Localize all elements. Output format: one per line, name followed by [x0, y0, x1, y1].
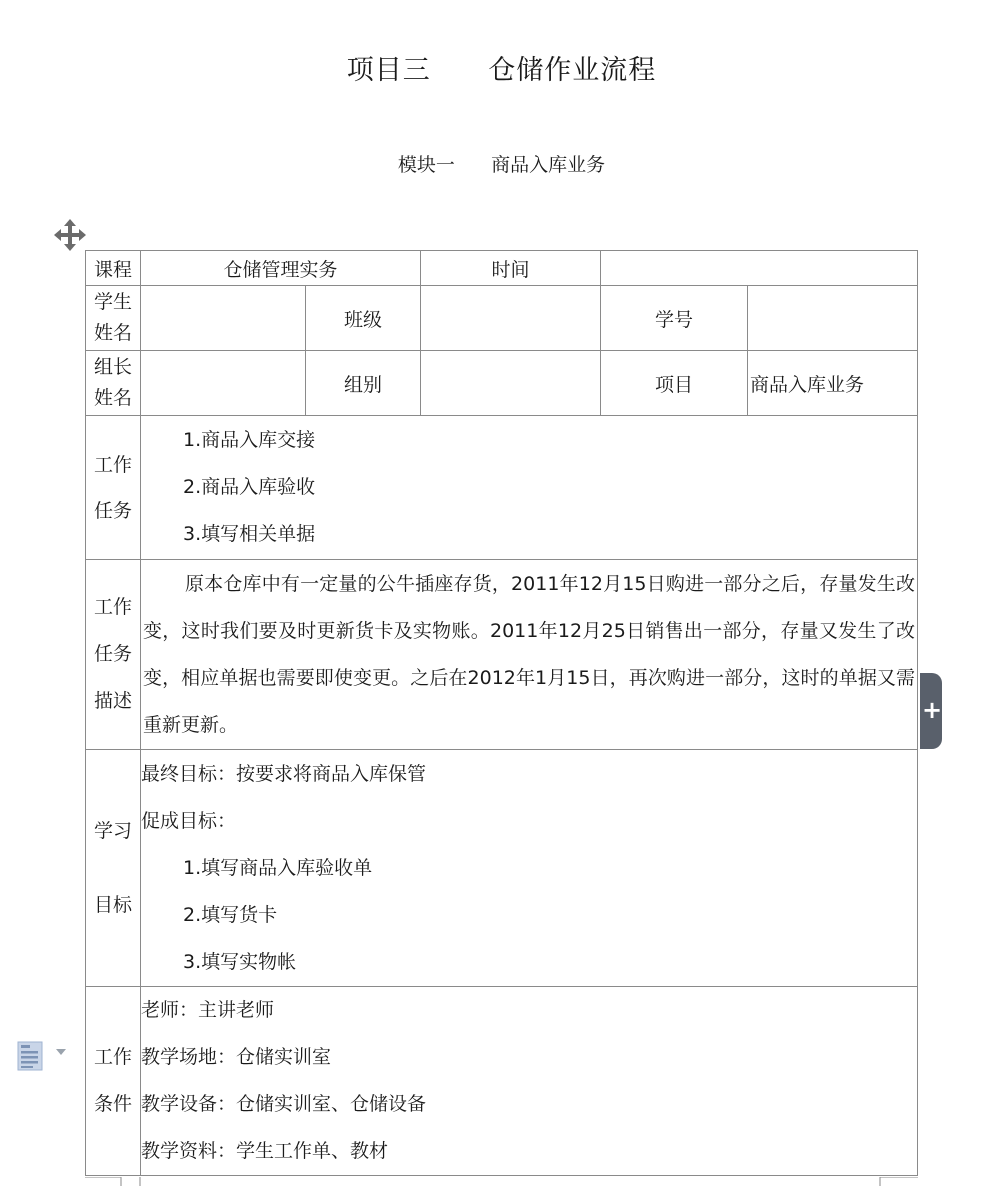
task-description-label [86, 560, 141, 750]
module-subtitle: 模块一 商品入库业务 [397, 154, 606, 176]
learning-goal-item: 3.填写实物帐 [183, 950, 297, 973]
task-description-label-line3: 描述 [93, 690, 132, 712]
final-goal-text: 最终目标：按要求将商品入库保管 [141, 762, 427, 785]
learning-goal-item: 1.填写商品入库验收单 [183, 856, 373, 879]
work-task-item: 3.填写相关单据 [183, 523, 316, 545]
leader-name-label [86, 351, 141, 416]
paste-options-dropdown-icon[interactable] [56, 1049, 66, 1055]
work-sheet-table [85, 250, 918, 1176]
student-id-value[interactable] [748, 286, 918, 351]
task-description-content [141, 560, 918, 750]
student-name-label [86, 286, 141, 351]
group-value[interactable] [421, 351, 601, 416]
student-name-value[interactable] [141, 286, 306, 351]
student-name-label-line1: 学生 [93, 291, 132, 313]
work-condition-item: 教学设备：仓储实训室、仓储设备 [141, 1093, 427, 1115]
paste-options-icon[interactable] [17, 1041, 43, 1071]
leader-name-label-line2: 姓名 [93, 387, 132, 409]
sub-goal-title: 促成目标： [141, 809, 237, 832]
work-condition-item: 老师：主讲老师 [141, 999, 275, 1021]
project-label: 项目 [601, 351, 748, 416]
task-description-label-line2: 任务 [93, 643, 132, 665]
document-title: 项目三 仓储作业流程 [346, 55, 657, 86]
learning-goal-label-line2: 目标 [93, 894, 132, 916]
table-row [86, 251, 918, 286]
table-move-icon[interactable] [53, 218, 87, 252]
table-row [86, 750, 918, 987]
time-label: 时间 [421, 251, 601, 286]
add-row-tab[interactable] [920, 673, 942, 749]
work-task-item: 1.商品入库交接 [183, 429, 316, 451]
student-name-label-line2: 姓名 [93, 322, 132, 344]
table-row [86, 987, 918, 1176]
student-id-label: 学号 [601, 286, 748, 351]
course-label: 课程 [86, 251, 141, 286]
table-row [86, 351, 918, 416]
work-condition-item: 教学场地：仓储实训室 [141, 1046, 332, 1068]
work-task-label-line1: 工作 [93, 453, 132, 476]
project-value[interactable]: 商品入库业务 [748, 351, 918, 416]
group-label: 组别 [306, 351, 421, 416]
table-row [86, 286, 918, 351]
learning-goal-content [141, 750, 918, 987]
learning-goal-item: 2.填写货卡 [183, 903, 278, 926]
work-conditions-label [86, 987, 141, 1176]
plus-icon: + [922, 696, 943, 724]
course-value[interactable]: 仓储管理实务 [141, 251, 421, 286]
class-value[interactable] [421, 286, 601, 351]
table-row [86, 560, 918, 750]
time-value[interactable] [601, 251, 918, 286]
work-conditions-label-line1: 工作 [93, 1046, 132, 1068]
leader-name-label-line1: 组长 [93, 356, 132, 378]
class-label: 班级 [306, 286, 421, 351]
work-task-label [86, 416, 141, 560]
task-description-label-line1: 工作 [93, 596, 132, 618]
work-condition-item: 教学资料：学生工作单、教材 [141, 1140, 389, 1162]
work-task-content [141, 416, 918, 560]
work-task-item: 2.商品入库验收 [183, 476, 316, 498]
learning-goal-label-line1: 学习 [93, 820, 132, 842]
work-task-label-line2: 任务 [93, 499, 132, 522]
leader-name-value[interactable] [141, 351, 306, 416]
learning-goal-label [86, 750, 141, 987]
work-conditions-label-line2: 条件 [93, 1093, 132, 1115]
table-row [86, 416, 918, 560]
page-edge-marks [85, 1177, 920, 1186]
task-description-text: 原本仓库中有一定量的公牛插座存货，2011年12月15日购进一部分之后，存量发生改变，这时我们要及时更新货卡及实物账。2011年12月25日销售出一部分，存量又发生了改变，相应单据也需要即使变更。之后在2012年1月15日，再次购进一部分，这时的单据又需重新更新。 [143, 572, 915, 736]
work-conditions-content [141, 987, 918, 1176]
